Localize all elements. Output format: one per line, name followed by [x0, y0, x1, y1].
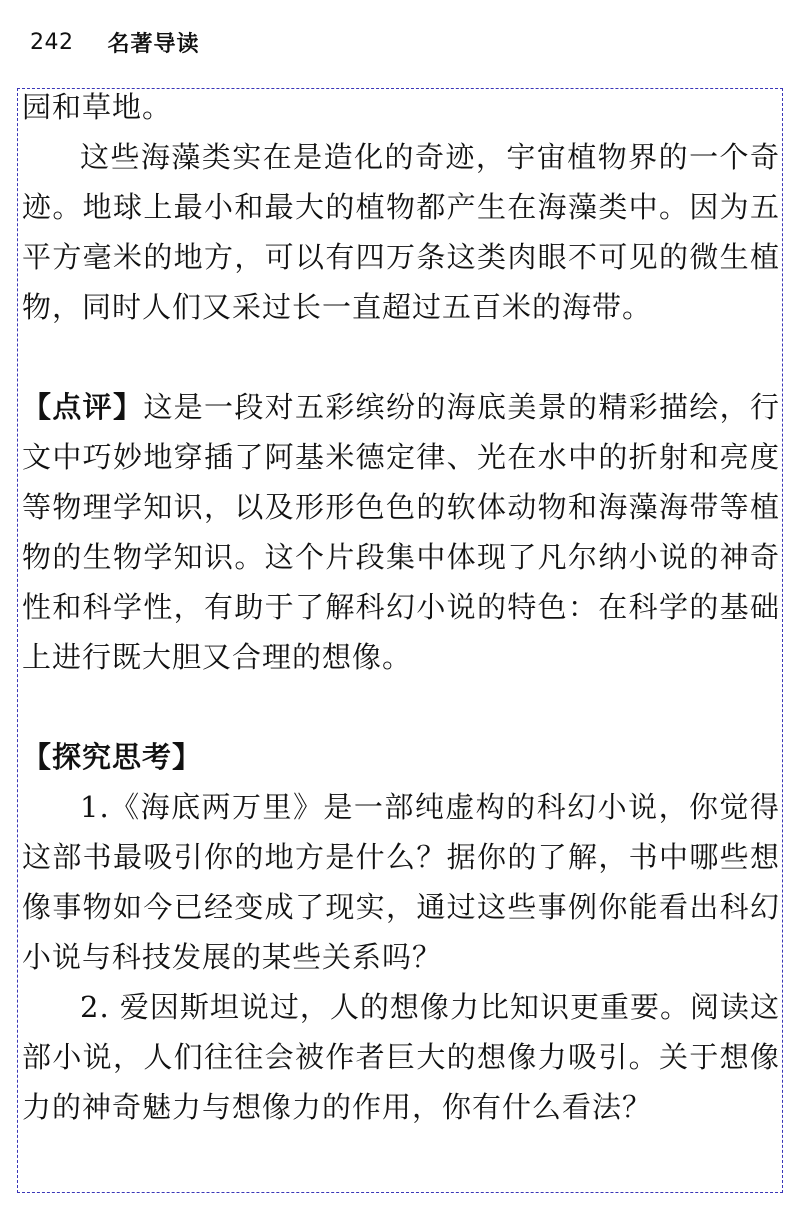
- continuation-paragraph: 园和草地。: [22, 90, 173, 124]
- algae-paragraph: 这些海藻类实在是造化的奇迹，宇宙植物界的一个奇迹。地球上最小和最大的植物都产生在海藻类中。因为五平方毫米的地方，可以有四万条这类肉眼不可见的微生植物，同时人们又采过长一直超过五百米的海带。: [22, 140, 780, 324]
- page-body: [22, 82, 780, 1132]
- question-1: 1.《海底两万里》是一部纯虚构的科幻小说，你觉得这部书最吸引你的地方是什么？据你的了解，书中哪些想像事物如今已经变成了现实，通过这些事例你能看出科幻小说与科技发展的某些关系吗？: [22, 790, 780, 974]
- page-number: 242: [30, 29, 74, 55]
- spacer: [22, 332, 780, 382]
- running-title: 名著导读: [107, 31, 200, 57]
- commentary-text: 这是一段对五彩缤纷的海底美景的精彩描绘，行文中巧妙地穿插了阿基米德定律、光在水中的折射和亮度等物理学知识，以及形形色色的软体动物和海藻海带等植物的生物学知识。这个片段集中体现了凡尔纳小说的神奇性和科学性，有助于了解科幻小说的特色：在科学的基础上进行既大胆又合理的想像。: [22, 390, 780, 674]
- inquiry-label: 【探究思考】: [22, 740, 203, 774]
- spacer: [22, 682, 780, 732]
- page-header: [30, 22, 200, 62]
- commentary-paragraph: [22, 382, 780, 682]
- inquiry-heading: [22, 732, 780, 782]
- commentary-label: 【点评】: [22, 390, 144, 424]
- question-2: 2. 爱因斯坦说过，人的想像力比知识更重要。阅读这部小说，人们往往会被作者巨大的想像力吸引。关于想像力的神奇魅力与想像力的作用，你有什么看法？: [22, 990, 780, 1124]
